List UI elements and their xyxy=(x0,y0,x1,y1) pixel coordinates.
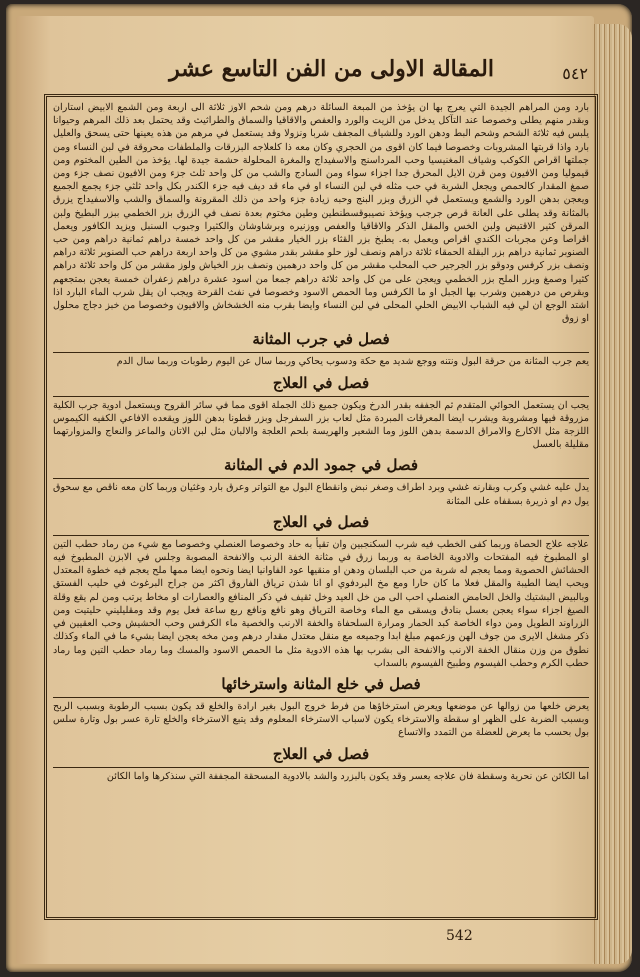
divider xyxy=(53,396,589,397)
divider xyxy=(53,478,589,479)
page-number-top: ٥٤٢ xyxy=(562,64,588,83)
book xyxy=(6,4,632,972)
paragraph: يجب ان يستعمل الحوائي المتقدم ثم الجففه بقدر الدرخ ويكون جميع ذلك الجملة اقوى مما في سائر القروح ويستعمل ادوية جرب الكلية مزروقة فيها ومشروبة ويشرب ايضا المعرقات المبردة مثل لعاب بزر السفرجل وبزر قطونا بدهن اللوز ويقعده الافاعي الكفيه الكيموس اللزجة مثل الاكارع والامراق الدسمة بدهن اللوز وما الشعير والهريسة بلحم العلجة والالبان مثل لبن الاتان والماعز والنعاج والمزوارتهما مقليلة بالعسل xyxy=(53,399,589,451)
paragraph: يعم جرب المثانة من حرقة البول ونتنه ووجع شديد مع حكة ودسوب يحاكي وربما سال عن اليوم رطوبات وربما سال الدم xyxy=(116,356,589,368)
section-title: فصل في العلاج xyxy=(272,744,370,763)
manuscript-page xyxy=(16,16,594,964)
section-title: فصل في خلع المثانة واسترخائها xyxy=(221,674,421,693)
divider xyxy=(53,767,589,768)
section-title: فصل في جرب المثانة xyxy=(252,330,390,349)
paragraph: اما الكائن عن نحرية وسقطة فان علاجه يعسر وقد يكون بالبزرد والشد بالادوية المسحقة المجففة التي سنذكرها واما الكائن xyxy=(106,770,589,782)
page-edges xyxy=(592,24,632,964)
paragraph: يدل عليه غشي وكرب وبقارنه غشي وبرد اطراف وصغر نبض وانقطاع البول مع التواتر وعرق بارد وغثيان وربما كان معه ناقص مع سحوق يول دم او ذريرة بسقفاه على المثانة xyxy=(53,482,589,507)
divider xyxy=(53,352,589,353)
page-header xyxy=(44,52,594,92)
paragraph: علاجه علاج الحصاة وربما كفى الخطب فيه شرب السكنجبين وان تقيأ به حاد وخصوصا العنصلي وخصوصا مع شيء من رماد حطب التين او المطبوخ فيه المفتحات والادوية الخاصة به وربما زرق في مثانة الخفة الرنب والانفحة المصوبة وجلس في الابزن المطبوخ فيه الحشائش الحصوية ومما يعجم له شربة من حب البلسان ودهن او منقيها عود الفاوانيا ايضا ونحوه ايضا ممها ملح يعجم فيه خطوة المعتدل ويحب ايضا الطيبة والمقل فعلا ما كان حارا ومع مخ البردفوي او انا شذن ترياق الفاروق اكثر من جراح البرغوث في حليب الفستق وبالبيض البشتيك والخل الحامض العنصلي احب الى من خل العيد وخل ثقيف في ذكر المنافع والعصارات او مخاط يرتب ومن لم يقع وقلة الصيغ اجزاء سواء يعجن بعسل بنادق ويسقى مع الماء وخاصة الترياق وهو نافع ونافع ربع ساعة فعل يوم وقد ومقليليني حليتيت ومن الزراوند الطويل ومن دواء الخاصة كبد الحمار ومرارة السلحفاة والخفة الارنب والخصية ماء الكرفس وحب الحشيش وحب العقيين في ذكر مشغل الايرى من جوف الهن وزعمهم مبلغ ابدا وجميعه مع منقل معتدل مقدار درهم ومن مخه يعجن ايضا بشيء ما في الماء وكذلك نطوق من وزن منقال الخفة الارنب والانفحة الى بشرب بها هذه الادوية مثل ما الحمص الاسود والمسك وما رماد حطب التين وما رماد حطب الكرم وحطب الفيسوم وطبيخ الفيسوم بالسداب xyxy=(53,538,589,669)
text-frame xyxy=(44,94,598,920)
paragraph-intro: بارد ومن المراهم الجيدة التي يعرج بها ان يؤخذ من المبعة السائلة درهم ومن شحم الاوز ثلاثة الى اربعة ومن الشمع الابيض استاران وبقدر منهم يطلى وخصوصا عند التآكل يدخل من الزيت والورد والعفص والاقاقيا والسماق والطراثيث وقد يحتمل بعد ذلك المرهم وحيوانا يلبس فيه ثلاثة الشحم وشحم البط ودهن الورد وللشياف المجفف شربا ونزولا وقد يستعمل في مرهم من هذه يعينها حتى يسحق والعليل بارد واذا قربتها المشروبات وخصوصا فيما كان اقوى من الحجري وكان معه ذا كلعلاجه البزرقات والملطفات محروقة في لبن النساء ومن جملتها اقراص الكوكب وشياف المغنيسيا وحب المرداسنج والاسفيداج والمغرة المحلولة حشمة جيدة لها. يؤخذ من الطين المختوم ومن قيموليا ومن الافيون ومن قرن الايل المحرق جدا اجزاء سواء ومن السادج والشب من كل واحد ثلث جزء ومن الافيون نصف جزء ومن صمغ المقدار كالحمص ويجعل الشربة في حب مثله في لبن النساء او في ماء قد ديف فيه جزء الكندر بكل واحد ثلثي جزء يجمع الجميع ويعجن بدهن الورد والشمع ويستعمل في الزرق وبزر البنج وحبه زيادة جزء واحد من ذلك المقرونة والسماق والشب والاسفيداج يزرق بالمثانة وقد يطلى على العانة قرص جرجب ويؤخذ نصيبوقسطنطين وطين مختوم بعدة نصف في الزرق بزر الخطمي ببزر البطيخ ولبن المرقن كثير الاقتيض ولبن الخس والمقل الذكر والاقاقيا والعفص ووزنيره وبرشاوشان والكثيرا وجبوب السنبل ويزيد الكافور ويعمل اقراصا وعن مجربات الكندي اقراص ويعمل به. يطبخ بزر القثاء بزر الخيار مقشر من كل واحد خمسة دراهم ثمانية دراهم ومن حب الصنوبر ثمانية دراهم بزر البقلة الحمقاء ثلاثة دراهم ونصف لوز حلو مقشر بقدر مشوي من كل واحد اربعة دراهم حب الصنوبر ثلاثة دراهم ونصف بزر كرفس ودوقو بزر الجرجير حب المحلب مقشر من كل واحد درهمين ونصف بزر الخياش ولوز مقشر من كل واحد ثلاثة دراهم كثيرا وصمغ وبزر الملح بزر الخطمي ويعجن على من كل واحد ثلاثة دراهم جمعا من اسود عشرة دراهم زعفران خمسة يعجن بمتجعهم وبقرص من درهمين وشرب بها الجبل او ما الكرفس وما الحمص الاسود وخصوصا في نفث القرحة ويجب ان يقل شرب الماء البارد اذا اشتد الوجع ان لي فيه الشباب الابيض الحلي المحلى في لبن النساء وايضا بقرب منه الخشخاش والافيون وخصوصا من خبز دجاج محلول او زوق xyxy=(53,102,589,325)
divider xyxy=(53,697,589,698)
section-title: فصل في العلاج xyxy=(272,373,370,392)
paragraph: يعرض خلعها من زوالها عن موضعها ويعرض استرخاؤها من فرط خروج البول بغير ارادة والخلع قد يكون بسبب الرطوبة وبسبب الربح وبسبب الضربة على الظهر او سقطة والاسترخاء يكون لاسباب الاسترخاء المعلوم وقد يتبع الاسترخاء والخلع تارة عسر بول وتارة سلس بول بحسب ما يعرض للعضلة من التمدد والاتساع xyxy=(53,700,589,739)
page-number-bottom: 542 xyxy=(446,928,473,944)
section-title: فصل في العلاج xyxy=(272,512,370,531)
divider xyxy=(53,535,589,536)
section-title: فصل في جمود الدم في المثانة xyxy=(224,456,418,475)
text-body xyxy=(53,101,589,913)
page-title: المقالة الاولى من الفن التاسع عشر xyxy=(169,56,494,82)
